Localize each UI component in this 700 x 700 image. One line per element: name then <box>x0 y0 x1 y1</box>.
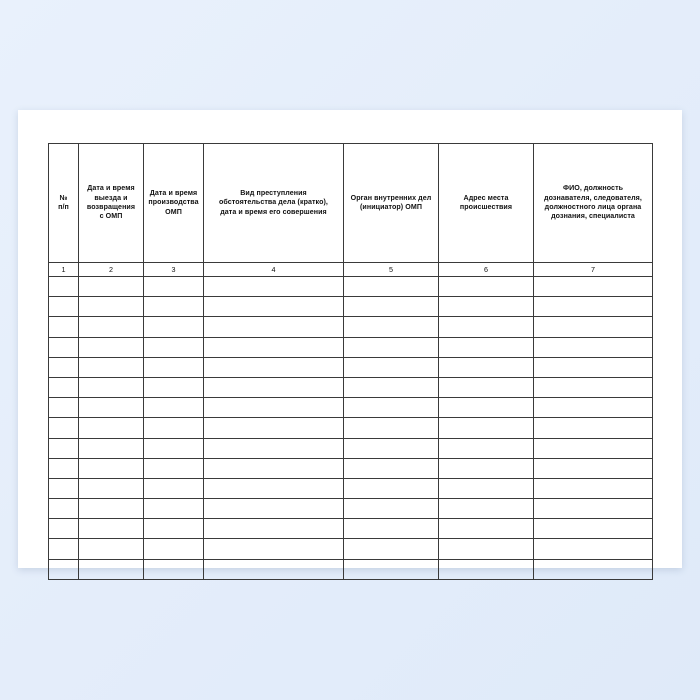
table-cell-empty <box>439 559 534 579</box>
table-cell-empty <box>49 438 79 458</box>
header-line: дознания, специалиста <box>551 212 635 221</box>
table-cell-empty <box>79 377 144 397</box>
table-cell-empty <box>204 539 344 559</box>
table-cell-empty <box>439 539 534 559</box>
table-cell-empty <box>79 337 144 357</box>
table-cell-empty <box>144 478 204 498</box>
header-line: выезда и <box>94 193 128 202</box>
table-cell-empty <box>79 398 144 418</box>
table-cell-empty <box>49 277 79 297</box>
table-cell-empty <box>344 357 439 377</box>
table-header <box>49 144 653 263</box>
header-line: должностного лица органа <box>544 203 642 211</box>
column-header-incident-address <box>439 144 534 263</box>
column-header-crime-type <box>204 144 344 263</box>
header-line: Вид преступления <box>240 188 307 197</box>
table-cell-empty <box>534 499 653 519</box>
table-cell-empty <box>49 539 79 559</box>
column-number-cell: 7 <box>534 263 653 277</box>
table-cell-empty <box>79 519 144 539</box>
journal-sheet <box>48 143 652 538</box>
table-cell-empty <box>79 277 144 297</box>
table-cell-empty <box>49 357 79 377</box>
table-row <box>49 418 653 438</box>
table-cell-empty <box>49 398 79 418</box>
header-line: Орган внутренних дел <box>350 193 432 202</box>
table-cell-empty <box>344 418 439 438</box>
table-cell-empty <box>439 398 534 418</box>
table-row <box>49 499 653 519</box>
table-cell-empty <box>534 418 653 438</box>
table-cell-empty <box>204 337 344 357</box>
table-cell-empty <box>204 377 344 397</box>
column-header-number <box>49 144 79 263</box>
table-cell-empty <box>144 337 204 357</box>
header-line: Дата и время <box>87 184 135 193</box>
table-cell-empty <box>79 539 144 559</box>
table-cell-empty <box>534 377 653 397</box>
header-line: с ОМП <box>99 212 123 221</box>
table-cell-empty <box>439 458 534 478</box>
table-row <box>49 317 653 337</box>
table-cell-empty <box>534 559 653 579</box>
header-row <box>49 144 653 263</box>
column-number-cell: 4 <box>204 263 344 277</box>
table-cell-empty <box>204 438 344 458</box>
header-line: дата и время его совершения <box>220 207 327 216</box>
table-cell-empty <box>344 337 439 357</box>
table-cell-empty <box>49 458 79 478</box>
header-line: производства <box>148 198 199 207</box>
table-cell-empty <box>344 377 439 397</box>
header-line: Адрес места происшествия <box>459 193 513 211</box>
column-number-row <box>49 263 653 277</box>
table-row <box>49 559 653 579</box>
header-line: ОМП <box>165 207 182 216</box>
table-cell-empty <box>204 277 344 297</box>
table-cell-empty <box>344 478 439 498</box>
table-cell-empty <box>344 297 439 317</box>
table-cell-empty <box>439 277 534 297</box>
table-cell-empty <box>144 559 204 579</box>
table-cell-empty <box>49 317 79 337</box>
table-cell-empty <box>534 317 653 337</box>
table-row <box>49 478 653 498</box>
table-row <box>49 458 653 478</box>
table-row <box>49 539 653 559</box>
table-cell-empty <box>204 559 344 579</box>
column-number-cell: 2 <box>79 263 144 277</box>
table-row <box>49 398 653 418</box>
table-cell-empty <box>204 418 344 438</box>
table-cell-empty <box>144 499 204 519</box>
table-cell-empty <box>144 458 204 478</box>
header-line: возвращения <box>86 203 136 211</box>
table-cell-empty <box>49 559 79 579</box>
column-number-cell: 5 <box>344 263 439 277</box>
table-cell-empty <box>79 357 144 377</box>
header-line: обстоятельства дела (кратко), <box>219 198 328 207</box>
header-line: Дата и время <box>149 188 198 197</box>
table-cell-empty <box>144 418 204 438</box>
table-cell-empty <box>204 478 344 498</box>
table-cell-empty <box>79 499 144 519</box>
column-header-initiating-body <box>344 144 439 263</box>
header-line: дознавателя, следователя, <box>544 193 642 202</box>
header-line: (инициатор) ОМП <box>359 203 422 211</box>
table-cell-empty <box>144 519 204 539</box>
header-line: № <box>59 193 68 202</box>
table-cell-empty <box>439 357 534 377</box>
table-cell-empty <box>534 297 653 317</box>
header-line: ФИО, должность <box>562 184 624 193</box>
table-cell-empty <box>534 277 653 297</box>
table-cell-empty <box>204 357 344 377</box>
table-body <box>49 263 653 277</box>
document-page <box>18 110 682 568</box>
table-row <box>49 337 653 357</box>
table-cell-empty <box>534 539 653 559</box>
column-number-cell: 1 <box>49 263 79 277</box>
table-cell-empty <box>204 398 344 418</box>
table-cell-empty <box>144 438 204 458</box>
table-cell-empty <box>534 337 653 357</box>
table-cell-empty <box>439 499 534 519</box>
table-cell-empty <box>439 337 534 357</box>
table-cell-empty <box>49 499 79 519</box>
table-cell-empty <box>344 277 439 297</box>
table-cell-empty <box>144 377 204 397</box>
table-cell-empty <box>144 539 204 559</box>
table-row <box>49 519 653 539</box>
table-cell-empty <box>49 337 79 357</box>
column-header-inspection-datetime <box>144 144 204 263</box>
header-line: п/п <box>58 203 69 211</box>
table-cell-empty <box>204 519 344 539</box>
table-cell-empty <box>344 438 439 458</box>
table-cell-empty <box>49 297 79 317</box>
table-cell-empty <box>439 317 534 337</box>
table-cell-empty <box>79 478 144 498</box>
journal-table <box>48 143 653 580</box>
table-cell-empty <box>144 357 204 377</box>
table-cell-empty <box>344 559 439 579</box>
table-cell-empty <box>144 277 204 297</box>
table-cell-empty <box>439 377 534 397</box>
table-cell-empty <box>204 297 344 317</box>
table-cell-empty <box>439 519 534 539</box>
table-cell-empty <box>344 458 439 478</box>
table-cell-empty <box>79 297 144 317</box>
table-cell-empty <box>439 297 534 317</box>
table-cell-empty <box>439 478 534 498</box>
column-number-cell: 6 <box>439 263 534 277</box>
table-cell-empty <box>204 499 344 519</box>
table-cell-empty <box>344 499 439 519</box>
table-cell-empty <box>439 438 534 458</box>
table-cell-empty <box>534 357 653 377</box>
table-cell-empty <box>439 418 534 438</box>
table-cell-empty <box>49 478 79 498</box>
table-cell-empty <box>144 317 204 337</box>
table-cell-empty <box>79 458 144 478</box>
table-cell-empty <box>344 317 439 337</box>
table-cell-empty <box>204 458 344 478</box>
table-cell-empty <box>79 418 144 438</box>
table-cell-empty <box>534 438 653 458</box>
table-row <box>49 377 653 397</box>
table-cell-empty <box>49 377 79 397</box>
table-cell-empty <box>344 539 439 559</box>
table-cell-empty <box>49 519 79 539</box>
table-cell-empty <box>49 418 79 438</box>
table-row <box>49 277 653 297</box>
column-header-departure-return-datetime <box>79 144 144 263</box>
table-cell-empty <box>534 478 653 498</box>
table-cell-empty <box>144 297 204 317</box>
table-cell-empty <box>79 559 144 579</box>
table-cell-empty <box>534 458 653 478</box>
table-cell-empty <box>534 398 653 418</box>
table-row <box>49 438 653 458</box>
table-cell-empty <box>344 519 439 539</box>
table-cell-empty <box>344 398 439 418</box>
table-cell-empty <box>144 398 204 418</box>
table-cell-empty <box>79 317 144 337</box>
table-cell-empty <box>534 519 653 539</box>
empty-rows-body <box>49 277 653 580</box>
table-row <box>49 297 653 317</box>
table-cell-empty <box>79 438 144 458</box>
table-row <box>49 357 653 377</box>
table-cell-empty <box>204 317 344 337</box>
column-header-officer-name-position <box>534 144 653 263</box>
column-number-cell: 3 <box>144 263 204 277</box>
